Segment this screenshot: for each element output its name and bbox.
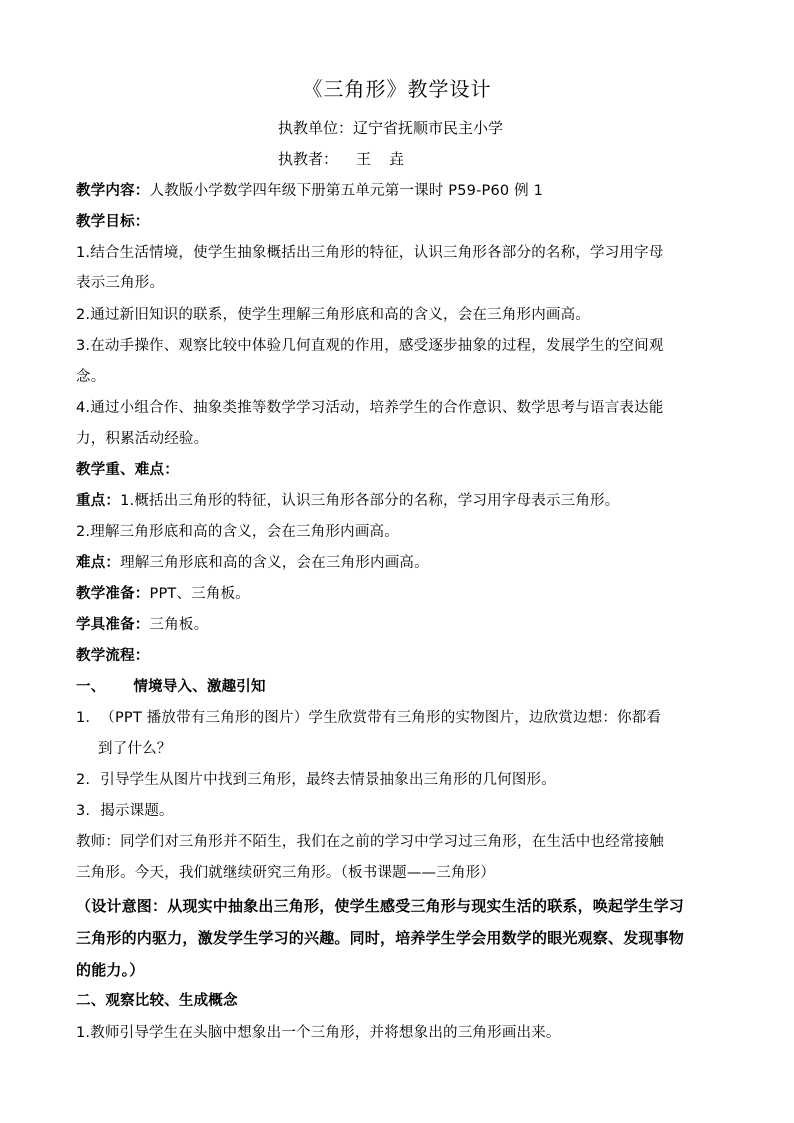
step-3-text: 揭示课题。 — [100, 803, 174, 819]
design-intent-line-1: （设计意图：从现实中抽象出三角形，使学生感受三角形与现实生活的联系，唤起学生学习 — [76, 897, 685, 915]
key-text-1: 1.概括出三角形的特征，认识三角形各部分的名称，学习用字母表示三角形。 — [120, 493, 620, 509]
teacher-talk-line-1: 教师：同学们对三角形并不陌生，我们在之前的学习中学习过三角形，在生活中也经常接触 — [76, 834, 664, 850]
teacher-prep-line — [76, 584, 726, 604]
keypoints-heading: 教学重、难点： — [76, 462, 179, 478]
section-1-heading — [76, 677, 726, 697]
difficulty-line — [76, 553, 726, 573]
section-1-title: 情境导入、激趣引知 — [133, 679, 266, 695]
teacher-prep-text: PPT、三角板。 — [149, 586, 250, 602]
goal-1-line-2: 表示三角形。 — [76, 275, 165, 291]
goal-1-line-1: 1.结合生活情境，使学生抽象概括出三角形的特征，认识三角形各部分的名称，学习用字母 — [76, 245, 664, 261]
student-prep-text: 三角板。 — [149, 617, 209, 633]
teacher-label: 执教者： — [278, 150, 339, 168]
step-1-number: 1. — [76, 710, 91, 726]
page-title: 《三角形》教学设计 — [302, 77, 492, 101]
content-label: 教学内容： — [76, 183, 150, 199]
teacher-talk-line-2: 三角形。今天，我们就继续研究三角形。（板书课题——三角形） — [76, 865, 496, 881]
teacher-prep-label: 教学准备： — [76, 586, 150, 602]
teacher-name-1: 王 — [356, 150, 372, 168]
goal-3-line-1: 3.在动手操作、观察比较中体验几何直观的作用，感受逐步抽象的过程，发展学生的空间观 — [76, 338, 664, 354]
teacher-name-2: 垚 — [389, 150, 405, 168]
goal-3-line-2: 念。 — [76, 369, 106, 385]
goals-heading: 教学目标： — [76, 214, 150, 230]
goal-2: 2.通过新旧知识的联系，使学生理解三角形底和高的含义，会在三角形内画高。 — [76, 307, 591, 323]
key-line-2: 2.理解三角形底和高的含义，会在三角形内画高。 — [76, 524, 399, 540]
content-text: 人教版小学数学四年级下册第五单元第一课时 P59-P60 例 1 — [149, 183, 544, 199]
difficulty-label: 难点： — [76, 555, 121, 571]
section-1-number: 一、 — [76, 679, 106, 695]
step-2-line — [76, 770, 726, 790]
step-1-text-1: （PPT 播放带有三角形的图片）学生欣赏带有三角形的实物图片，边欣赏边想：你都看 — [100, 710, 662, 726]
student-prep-line — [76, 615, 726, 635]
step-2-text: 引导学生从图片中找到三角形，最终去情景抽象出三角形的几何图形。 — [100, 772, 556, 788]
step-2-number: 2. — [76, 772, 91, 788]
section-2-heading: 二、观察比较、生成概念 — [76, 993, 238, 1009]
section-2-step-1: 1.教师引导学生在头脑中想象出一个三角形，并将想象出的三角形画出来。 — [76, 1025, 561, 1041]
content-line — [76, 181, 726, 201]
goal-4-line-2: 力，积累活动经验。 — [76, 431, 209, 447]
goal-4-line-1: 4.通过小组合作、抽象类推等数学学习活动，培养学生的合作意识、数学思考与语言表达能 — [76, 400, 664, 416]
design-intent-line-3: 的能力。） — [76, 961, 145, 979]
step-1-line-2: 到了什么？ — [98, 741, 172, 757]
teacher-line — [278, 149, 404, 169]
student-prep-label: 学具准备： — [76, 617, 150, 633]
step-3-line — [76, 801, 726, 821]
key-label: 重点： — [76, 493, 121, 509]
unit-line: 执教单位：辽宁省抚顺市民主小学 — [278, 119, 504, 137]
process-heading: 教学流程： — [76, 648, 150, 664]
key-line-1 — [76, 491, 726, 511]
difficulty-text: 理解三角形底和高的含义，会在三角形内画高。 — [120, 555, 429, 571]
design-intent-line-2: 三角形的内驱力，激发学生学习的兴趣。同时，培养学生学会用数学的眼光观察、发现事物 — [76, 929, 685, 947]
step-3-number: 3. — [76, 803, 91, 819]
step-1-line-1 — [76, 708, 726, 728]
